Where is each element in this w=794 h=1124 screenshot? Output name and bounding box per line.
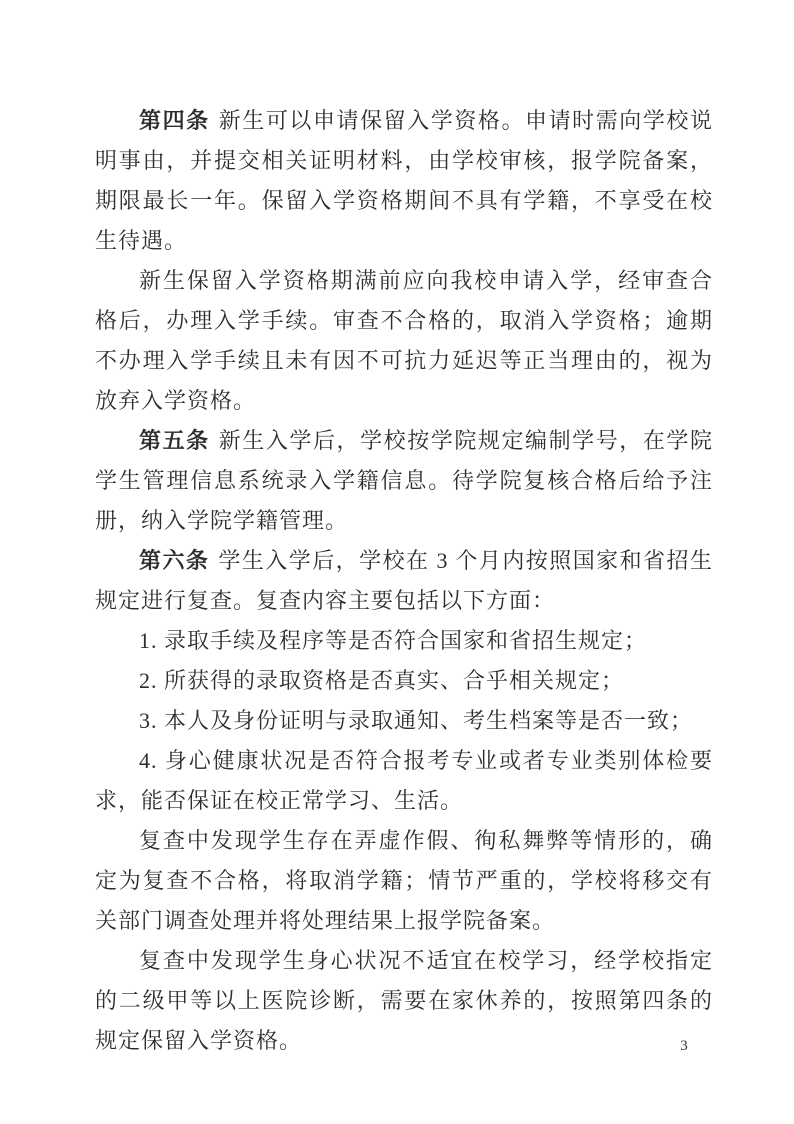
article-paragraph: [95, 101, 713, 261]
article-paragraph: [95, 421, 713, 541]
paragraph-text: 学生入学后，学校在 3 个月内按照国家和省招生规定进行复查。复查内容主要包括以下方面：: [95, 548, 713, 613]
paragraph-text: 3. 本人及身份证明与录取通知、考生档案等是否一致；: [139, 708, 694, 733]
paragraph-text: 新生入学后，学校按学院规定编制学号，在学院学生管理信息系统录入学籍信息。待学院复核合格后给予注册，纳入学院学籍管理。: [95, 428, 713, 533]
paragraph-text: 复查中发现学生存在弄虚作假、徇私舞弊等情形的，确定为复查不合格，将取消学籍；情节严重的，学校将移交有关部门调查处理并将处理结果上报学院备案。: [95, 828, 713, 933]
article-number: 第六条: [139, 548, 210, 573]
page-number: 3: [680, 1038, 688, 1054]
article-number: 第四条: [139, 108, 210, 133]
body-paragraph: [95, 261, 713, 421]
document-text-block: [95, 101, 713, 1061]
list-item-paragraph: [95, 701, 713, 741]
paragraph-text: 2. 所获得的录取资格是否真实、合乎相关规定；: [139, 668, 625, 693]
list-item-paragraph: [95, 621, 713, 661]
body-paragraph: [95, 941, 713, 1061]
list-item-paragraph: [95, 741, 713, 821]
article-number: 第五条: [139, 428, 210, 453]
paragraph-text: 复查中发现学生身心状况不适宜在校学习，经学校指定的二级甲等以上医院诊断，需要在家休养的，按照第四条的规定保留入学资格。: [95, 948, 713, 1053]
paragraph-text: 1. 录取手续及程序等是否符合国家和省招生规定；: [139, 628, 648, 653]
paragraph-text: 新生可以申请保留入学资格。申请时需向学校说明事由，并提交相关证明材料，由学校审核，报学院备案，期限最长一年。保留入学资格期间不具有学籍，不享受在校生待遇。: [95, 108, 713, 253]
body-paragraph: [95, 821, 713, 941]
paragraph-text: 4. 身心健康状况是否符合报考专业或者专业类别体检要求，能否保证在校正常学习、生活。: [95, 748, 713, 813]
article-paragraph: [95, 541, 713, 621]
list-item-paragraph: [95, 661, 713, 701]
paragraph-text: 新生保留入学资格期满前应向我校申请入学，经审查合格后，办理入学手续。审查不合格的，取消入学资格；逾期不办理入学手续且未有因不可抗力延迟等正当理由的，视为放弃入学资格。: [95, 268, 713, 413]
